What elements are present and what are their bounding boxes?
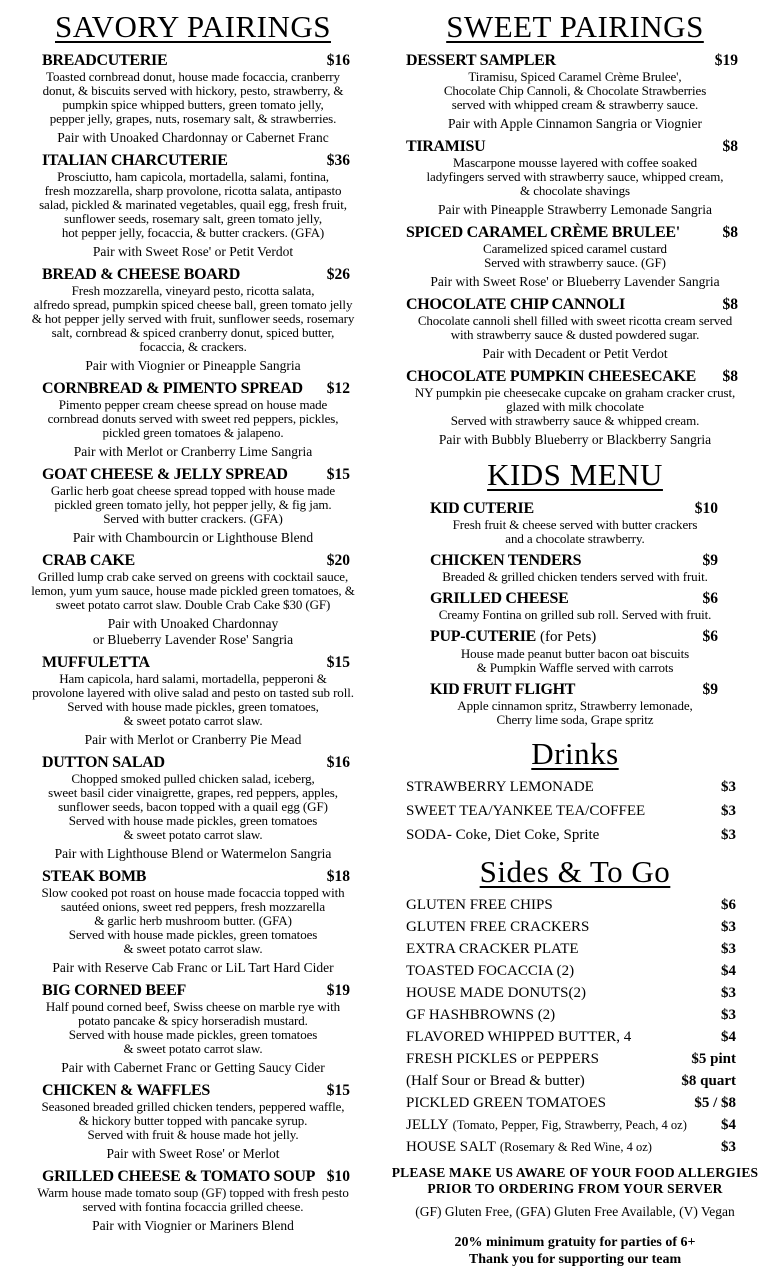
pairing-note-line: Pair with Decadent or Petit Verdot — [482, 346, 668, 361]
menu-item — [388, 295, 762, 362]
item-description-line: House made peanut butter bacon oat biscuits — [460, 646, 690, 661]
item-name-row — [388, 627, 762, 647]
pairing-note — [6, 358, 380, 374]
pairing-note — [6, 1146, 380, 1162]
item-description-line: Chocolate Chip Cannoli, & Chocolate Strawberries — [443, 83, 707, 98]
item-name: CHOCOLATE PUMPKIN CHEESECAKE — [406, 368, 696, 385]
pairing-note — [6, 960, 380, 976]
kids-item-list — [388, 499, 762, 727]
item-description-line: Served with house made pickles, green tomatoes — [68, 813, 318, 828]
pairing-note-line: Pair with Chambourcin or Lighthouse Blend — [72, 530, 314, 545]
sides-section-title: Sides & To Go — [479, 854, 671, 889]
sides-row — [388, 1137, 762, 1157]
menu-item — [388, 499, 762, 546]
sweet-item-list — [388, 51, 762, 448]
item-name-row — [388, 680, 762, 699]
item-name-row — [6, 465, 380, 484]
item-price: $15 — [326, 466, 350, 483]
item-name: MUFFULETTA — [42, 654, 150, 671]
sides-row — [388, 895, 762, 915]
pairing-note-line: Pair with Viognier or Pineapple Sangria — [85, 358, 301, 373]
row-price: $3 — [721, 827, 736, 843]
sides-row — [388, 939, 762, 959]
row-name-group — [406, 1049, 599, 1069]
row-name-suffix: (Tomato, Pepper, Fig, Strawberry, Peach, 4 oz) — [452, 1118, 687, 1132]
item-name-group — [42, 981, 186, 1000]
pairing-note-line: Pair with Pineapple Strawberry Lemonade Sangria — [437, 202, 713, 217]
item-price: $20 — [326, 552, 350, 569]
sides-row — [388, 1027, 762, 1047]
item-description-line: pickled green tomato jelly, hot pepper jelly, & fig jam. — [54, 497, 332, 512]
row-price: $3 — [721, 941, 736, 957]
item-description-line: Chocolate cannoli shell filled with sweet ricotta cream served — [417, 313, 733, 328]
row-price: $8 quart — [681, 1073, 736, 1089]
row-name: STRAWBERRY LEMONADE — [406, 779, 594, 795]
pairing-note-line: or Blueberry Lavender Rose' Sangria — [92, 632, 294, 647]
item-price: $26 — [326, 266, 350, 283]
item-description-line: and a chocolate strawberry. — [505, 531, 645, 546]
item-name-row — [6, 379, 380, 398]
item-name-group — [42, 1167, 315, 1186]
item-price: $10 — [694, 500, 718, 517]
item-description-line: pumpkin spice whipped butters, green tomato jelly, — [62, 97, 324, 112]
item-description-line: Prosciutto, ham capicola, mortadella, salami, fontina, — [57, 169, 329, 184]
item-description-line: sunflower seeds, rosemary salt, green tomato jelly, — [64, 211, 322, 226]
row-name-suffix: (Rosemary & Red Wine, 4 oz) — [499, 1140, 652, 1154]
drinks-row — [388, 777, 762, 797]
menu-item — [6, 753, 380, 862]
item-description-line: & sweet potato carrot slaw. — [123, 827, 263, 842]
item-price: $10 — [326, 1168, 350, 1185]
item-name-row — [6, 1081, 380, 1100]
item-name-group — [430, 499, 534, 518]
item-name-row — [6, 981, 380, 1000]
row-name-group — [406, 917, 589, 937]
menu-item — [6, 981, 380, 1076]
item-description-line: served with fontina focaccia grilled cheese. — [82, 1199, 304, 1214]
pairing-note — [6, 732, 380, 748]
row-name-group — [406, 825, 599, 845]
item-name-row — [388, 51, 762, 70]
item-description-line: alfredo spread, pumpkin spiced cheese ball, green tomato jelly — [33, 297, 353, 312]
menu-item — [6, 151, 380, 260]
sides-row — [388, 1049, 762, 1069]
pairing-note-line: Pair with Unoaked Chardonnay — [107, 616, 279, 631]
item-name: CHOCOLATE CHIP CANNOLI — [406, 296, 625, 313]
allergy-note-line-2: PRIOR TO ORDERING FROM YOUR SERVER — [427, 1181, 723, 1196]
item-price: $9 — [702, 552, 718, 569]
row-name: HOUSE MADE DONUTS(2) — [406, 985, 586, 1001]
row-name-group — [406, 895, 553, 915]
row-price: $4 — [721, 1117, 736, 1133]
gratuity-note: 20% minimum gratuity for parties of 6+ — [454, 1235, 696, 1250]
item-description-line: Pimento pepper cream cheese spread on house made — [58, 397, 328, 412]
dietary-legend: (GF) Gluten Free, (GFA) Gluten Free Available, (V) Vegan — [415, 1204, 735, 1219]
item-name-row — [388, 367, 762, 386]
sides-row — [388, 1093, 762, 1113]
row-name: FRESH PICKLES or PEPPERS — [406, 1051, 599, 1067]
item-description-line: Served with house made pickles, green tomatoes, — [67, 699, 319, 714]
item-description-line: Toasted cornbread donut, house made focaccia, cranberry — [46, 69, 340, 84]
sides-row — [388, 983, 762, 1003]
item-name-row — [388, 499, 762, 518]
item-name: GRILLED CHEESE & TOMATO SOUP — [42, 1168, 316, 1185]
item-price: $16 — [326, 52, 350, 69]
item-name-row — [388, 589, 762, 608]
item-description-line: Breaded & grilled chicken tenders served with fruit. — [442, 569, 708, 584]
item-name-row — [388, 223, 762, 242]
item-description-line: provolone layered with olive salad and pesto on tasted sub roll. — [32, 685, 354, 700]
sides-item-list — [388, 895, 762, 1157]
menu-item — [6, 653, 380, 748]
item-description-line: Caramelized spiced caramel custard — [483, 241, 667, 256]
row-price: $3 — [721, 919, 736, 935]
item-name-row — [6, 265, 380, 284]
pairing-note — [6, 530, 380, 546]
row-name-group — [406, 777, 594, 797]
item-name-group — [42, 465, 288, 484]
item-description-line: sautéed onions, sweet red peppers, fresh mozzarella — [60, 899, 326, 914]
pairing-note-line: Pair with Merlot or Cranberry Pie Mead — [84, 732, 302, 747]
sides-row — [388, 1071, 762, 1091]
item-price: $36 — [326, 152, 350, 169]
item-name-row — [6, 551, 380, 570]
item-description-line: Ham capicola, hard salami, mortadella, pepperoni & — [59, 671, 327, 686]
row-price: $3 — [721, 803, 736, 819]
item-description-line: served with whipped cream & strawberry sauce. — [451, 97, 699, 112]
item-price: $6 — [702, 628, 718, 645]
item-name: PUP-CUTERIE — [430, 628, 537, 645]
item-description-line: Creamy Fontina on grilled sub roll. Served with fruit. — [438, 607, 712, 622]
pairing-note — [388, 346, 762, 362]
menu-item — [388, 627, 762, 675]
item-name: STEAK BOMB — [42, 868, 147, 885]
item-description-line: Served with butter crackers. (GFA) — [103, 511, 283, 526]
pairing-note — [388, 274, 762, 290]
item-name: CRAB CAKE — [42, 552, 135, 569]
item-name-group — [42, 753, 165, 772]
item-name-group — [406, 137, 485, 156]
item-description-line: sunflower seeds, bacon topped with a quail egg (GF) — [58, 799, 328, 814]
row-name-group — [406, 1027, 631, 1047]
item-name: GOAT CHEESE & JELLY SPREAD — [42, 466, 288, 483]
sweet-section-title: SWEET PAIRINGS — [446, 9, 704, 44]
item-name-group — [42, 151, 228, 170]
item-name-group — [430, 551, 581, 570]
item-name-group — [406, 51, 556, 70]
drinks-item-list — [388, 777, 762, 845]
item-price: $8 — [722, 138, 738, 155]
menu-item — [388, 589, 762, 622]
item-description-line: lemon, yum yum sauce, house made pickled green tomatoes, & — [31, 583, 355, 598]
item-description-line: & sweet potato carrot slaw. — [123, 1041, 263, 1056]
item-name-row — [6, 51, 380, 70]
item-name-row — [388, 551, 762, 570]
item-price: $9 — [702, 681, 718, 698]
item-description-line: Tiramisu, Spiced Caramel Crème Brulee', — [468, 69, 682, 84]
pairing-note — [6, 1060, 380, 1076]
item-price: $19 — [326, 982, 350, 999]
pairing-note-line: Pair with Sweet Rose' or Petit Verdot — [92, 244, 294, 259]
item-name-group — [406, 367, 696, 386]
pairing-note — [6, 846, 380, 862]
sides-row — [388, 961, 762, 981]
item-description-line: with strawberry sauce & dusted powdered sugar. — [450, 327, 700, 342]
row-name: EXTRA CRACKER PLATE — [406, 941, 579, 957]
item-price: $16 — [326, 754, 350, 771]
item-description-line: fresh mozzarella, sharp provolone, ricotta salata, antipasto — [44, 183, 342, 198]
pairing-note — [388, 202, 762, 218]
item-description-line: Slow cooked pot roast on house made focaccia topped with — [41, 885, 345, 900]
item-name-row — [6, 867, 380, 886]
item-description-line: salt, cornbread & spiced cranberry donut, spiced butter, — [51, 325, 335, 340]
row-name: FLAVORED WHIPPED BUTTER, 4 — [406, 1029, 632, 1045]
row-name: GLUTEN FREE CRACKERS — [406, 919, 590, 935]
pairing-note-line: Pair with Reserve Cab Franc or LiL Tart Hard Cider — [52, 960, 334, 975]
row-name-group — [406, 1115, 687, 1135]
menu-item — [388, 551, 762, 584]
item-name: SPICED CARAMEL CRÈME BRULEE' — [406, 224, 680, 241]
row-name: GLUTEN FREE CHIPS — [406, 897, 553, 913]
item-description-line: ladyfingers served with strawberry sauce, whipped cream, — [426, 169, 724, 184]
item-name: DUTTON SALAD — [42, 754, 165, 771]
item-name-group — [42, 867, 146, 886]
pairing-note-line: Pair with Apple Cinnamon Sangria or Viognier — [448, 116, 702, 131]
item-description-line: Served with house made pickles, green tomatoes — [68, 927, 318, 942]
item-name: CHICKEN & WAFFLES — [42, 1082, 210, 1099]
menu-item — [6, 1081, 380, 1162]
menu-item — [388, 137, 762, 218]
footer — [388, 1165, 762, 1268]
pairing-note — [6, 444, 380, 460]
item-name-row — [388, 137, 762, 156]
item-name: BREAD & CHEESE BOARD — [42, 266, 241, 283]
item-description-line: focaccia, & crackers. — [139, 339, 247, 354]
item-description-line: Mascarpone mousse layered with coffee soaked — [452, 155, 698, 170]
item-description-line: NY pumpkin pie cheesecake cupcake on graham cracker crust, — [414, 385, 736, 400]
item-description-line: Served with house made pickles, green tomatoes — [68, 1027, 318, 1042]
item-name: GRILLED CHEESE — [430, 590, 569, 607]
pairing-note-line: Pair with Lighthouse Blend or Watermelon Sangria — [54, 846, 332, 861]
item-price: $8 — [722, 368, 738, 385]
row-name: GF HASHBROWNS (2) — [406, 1007, 556, 1023]
row-price: $4 — [721, 1029, 736, 1045]
item-price: $12 — [326, 380, 350, 397]
item-name: KID FRUIT FLIGHT — [430, 681, 576, 698]
drinks-row — [388, 801, 762, 821]
item-description-line: Grilled lump crab cake served on greens with cocktail sauce, — [37, 569, 349, 584]
row-name-group — [406, 983, 586, 1003]
item-name: TIRAMISU — [406, 138, 486, 155]
row-name-group — [406, 1005, 555, 1025]
right-column — [384, 6, 768, 1268]
item-name-row — [6, 1167, 380, 1186]
item-description-line: & hickory butter topped with pancake syrup. — [78, 1113, 308, 1128]
item-description-line: Chopped smoked pulled chicken salad, iceberg, — [71, 771, 315, 786]
item-price: $15 — [326, 654, 350, 671]
savory-column — [0, 6, 384, 1268]
row-name: JELLY — [406, 1117, 449, 1133]
row-name-group — [406, 801, 645, 821]
item-description-line: Fresh mozzarella, vineyard pesto, ricotta salata, — [71, 283, 315, 298]
row-name: TOASTED FOCACCIA (2) — [406, 963, 575, 979]
sides-row — [388, 1115, 762, 1135]
item-description-line: sweet basil cider vinaigrette, grapes, red peppers, apples, — [48, 785, 338, 800]
item-price: $6 — [702, 590, 718, 607]
item-name: BIG CORNED BEEF — [42, 982, 186, 999]
pairing-note — [6, 1218, 380, 1234]
pairing-note — [6, 130, 380, 146]
drinks-section-title: Drinks — [531, 736, 619, 771]
pairing-note — [388, 116, 762, 132]
sides-row — [388, 917, 762, 937]
item-price: $19 — [714, 52, 738, 69]
menu-item — [6, 265, 380, 374]
item-description-line: cornbread donuts served with sweet red peppers, pickles, — [47, 411, 339, 426]
row-name: PICKLED GREEN TOMATOES — [406, 1095, 607, 1111]
row-price: $4 — [721, 963, 736, 979]
row-price: $3 — [721, 985, 736, 1001]
menu-item — [388, 680, 762, 727]
item-name: ITALIAN CHARCUTERIE — [42, 152, 228, 169]
row-price: $5 pint — [691, 1051, 736, 1067]
savory-section-title: SAVORY PAIRINGS — [55, 9, 331, 44]
menu-item — [6, 51, 380, 146]
row-name-group — [406, 939, 579, 959]
item-description-line: Warm house made tomato soup (GF) topped with fresh pesto — [37, 1185, 349, 1200]
menu-item — [6, 465, 380, 546]
item-name-group — [42, 653, 150, 672]
item-description-line: Apple cinnamon spritz, Strawberry lemonade, — [457, 698, 693, 713]
item-description-line: Seasoned breaded grilled chicken tenders, peppered waffle, — [41, 1099, 345, 1114]
item-name-group — [42, 551, 135, 570]
item-name-group — [42, 379, 303, 398]
menu-item — [388, 223, 762, 290]
item-description-line: pepper jelly, grapes, nuts, rosemary salt, & strawberries. — [49, 111, 337, 126]
item-name-row — [6, 653, 380, 672]
item-price: $8 — [722, 224, 738, 241]
item-description-line: glazed with milk chocolate — [506, 399, 644, 414]
item-description-line: Served with strawberry sauce. (GF) — [484, 255, 666, 270]
item-name: CORNBREAD & PIMENTO SPREAD — [42, 380, 303, 397]
row-name-group — [406, 1071, 585, 1091]
item-description-line: Cherry lime soda, Grape spritz — [496, 712, 654, 727]
item-description-line: donut, & biscuits served with hickory, pesto, strawberry, & — [42, 83, 344, 98]
pairing-note — [6, 244, 380, 260]
pairing-note-line: Pair with Cabernet Franc or Getting Saucy Cider — [61, 1060, 325, 1075]
pairing-note — [6, 616, 380, 648]
item-description-line: & sweet potato carrot slaw. — [123, 713, 263, 728]
drinks-row — [388, 825, 762, 845]
pairing-note-line: Pair with Sweet Rose' or Blueberry Lavender Sangria — [430, 274, 720, 289]
item-name-group — [42, 265, 240, 284]
item-description-line: & sweet potato carrot slaw. — [123, 941, 263, 956]
item-name-row — [388, 295, 762, 314]
item-description-line: & Pumpkin Waffle served with carrots — [476, 660, 674, 675]
kids-section-title: KIDS MENU — [487, 457, 663, 492]
menu-item — [6, 379, 380, 460]
item-name: CHICKEN TENDERS — [430, 552, 582, 569]
row-price: $6 — [721, 897, 736, 913]
savory-item-list — [6, 51, 380, 1234]
item-name: DESSERT SAMPLER — [406, 52, 556, 69]
item-description-line: Served with strawberry sauce & whipped cream. — [450, 413, 700, 428]
pairing-note-line: Pair with Unoaked Chardonnay or Cabernet Franc — [57, 130, 329, 145]
thanks-note: Thank you for supporting our team — [468, 1252, 682, 1267]
row-name-group — [406, 1137, 652, 1157]
menu-item — [6, 551, 380, 648]
item-description-line: Garlic herb goat cheese spread topped with house made — [50, 483, 336, 498]
pairing-note-line: Pair with Merlot or Cranberry Lime Sangria — [73, 444, 313, 459]
item-description-line: potato pancake & spicy horseradish mustard. — [78, 1013, 308, 1028]
item-name: BREADCUTERIE — [42, 52, 168, 69]
row-price: $3 — [721, 1139, 736, 1155]
row-name: (Half Sour or Bread & butter) — [406, 1073, 585, 1089]
row-name-group — [406, 961, 574, 981]
item-name-group — [430, 589, 569, 608]
row-name-group — [406, 1093, 606, 1113]
item-description-line: Fresh fruit & cheese served with butter crackers — [452, 517, 698, 532]
pairing-note-line: Pair with Viognier or Mariners Blend — [92, 1218, 294, 1233]
item-name-group — [406, 223, 680, 242]
item-name: KID CUTERIE — [430, 500, 534, 517]
item-description-line: & hot pepper jelly served with fruit, sunflower seeds, rosemary — [31, 311, 355, 326]
pairing-note-line: Pair with Sweet Rose' or Merlot — [106, 1146, 280, 1161]
item-description-line: Served with fruit & house made hot jelly. — [87, 1127, 299, 1142]
menu-item — [6, 867, 380, 976]
pairing-note — [388, 432, 762, 448]
item-name-group — [430, 680, 575, 699]
sides-row — [388, 1005, 762, 1025]
item-name-row — [6, 753, 380, 772]
row-name: SWEET TEA/YANKEE TEA/COFFEE — [406, 803, 646, 819]
item-name-group — [42, 1081, 210, 1100]
item-description-line: salad, pickled & marinated vegetables, quail egg, fresh fruit, — [39, 197, 347, 212]
item-description-line: pickled green tomatoes & jalapeno. — [102, 425, 284, 440]
allergy-note-line-1: PLEASE MAKE US AWARE OF YOUR FOOD ALLERGIES — [391, 1165, 759, 1180]
pairing-note-line: Pair with Bubbly Blueberry or Blackberry Sangria — [438, 432, 712, 447]
item-description-line: & chocolate shavings — [520, 183, 630, 198]
row-price: $3 — [721, 1007, 736, 1023]
item-name-suffix: (for Pets) — [540, 629, 597, 645]
item-name-group — [430, 627, 596, 647]
item-name-group — [406, 295, 625, 314]
row-name: HOUSE SALT — [406, 1139, 496, 1155]
item-price: $8 — [722, 296, 738, 313]
row-price: $5 / $8 — [694, 1095, 736, 1111]
menu-item — [6, 1167, 380, 1234]
item-price: $15 — [326, 1082, 350, 1099]
item-name-row — [6, 151, 380, 170]
item-name-group — [42, 51, 167, 70]
item-description-line: hot pepper jelly, focaccia, & butter crackers. (GFA) — [61, 225, 325, 240]
menu-item — [388, 367, 762, 448]
item-price: $18 — [326, 868, 350, 885]
row-price: $3 — [721, 779, 736, 795]
item-description-line: sweet potato carrot slaw. Double Crab Cake $30 (GF) — [55, 597, 331, 612]
item-description-line: & garlic herb mushroom butter. (GFA) — [94, 913, 292, 928]
menu-item — [388, 51, 762, 132]
row-name: SODA- Coke, Diet Coke, Sprite — [406, 827, 600, 843]
item-description-line: Half pound corned beef, Swiss cheese on marble rye with — [45, 999, 341, 1014]
